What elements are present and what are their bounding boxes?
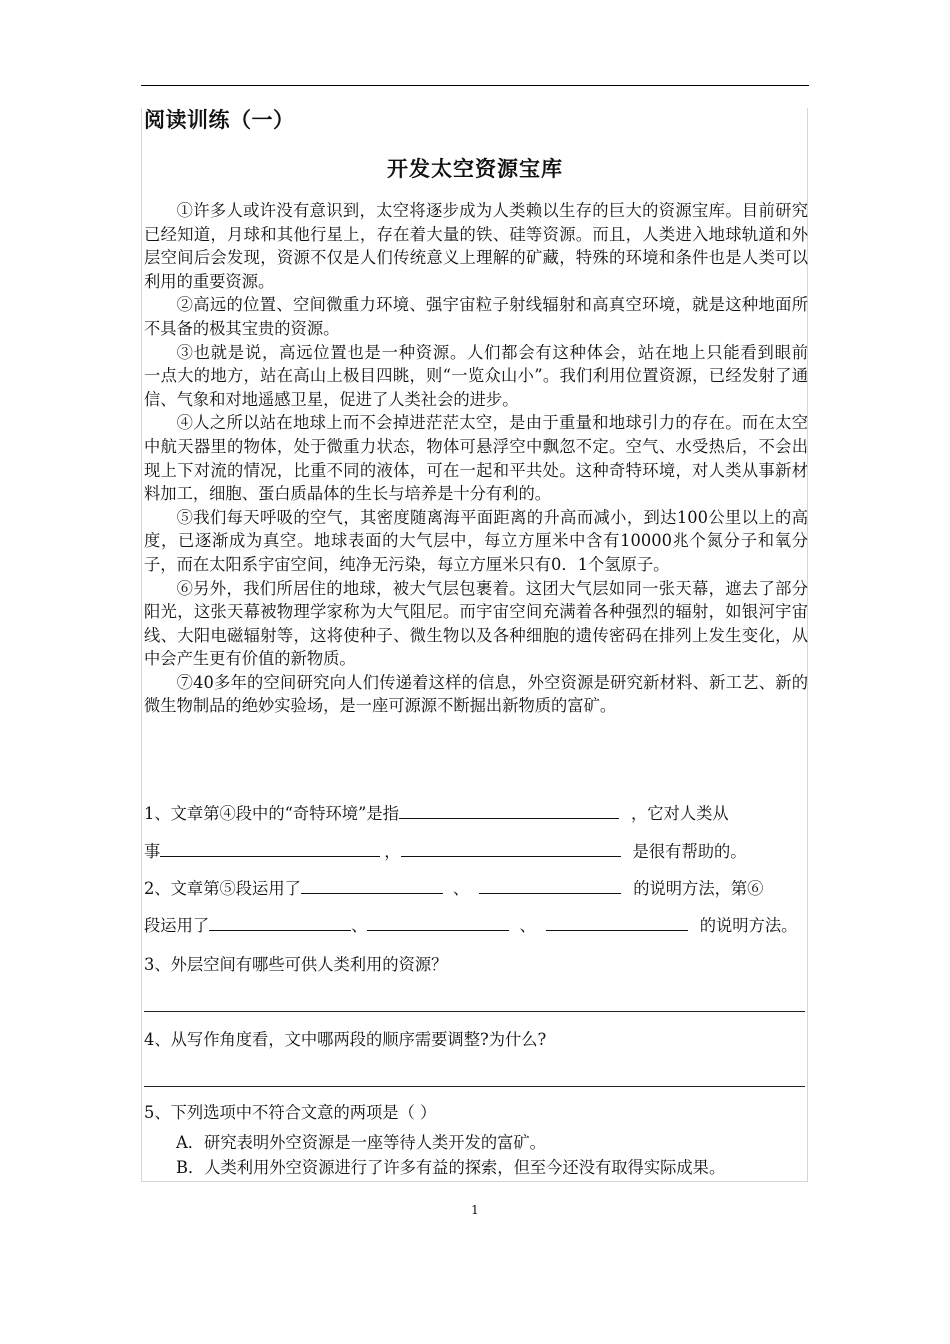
- option-a[interactable]: A．研究表明外空资源是一座等待人类开发的富矿。: [176, 1133, 546, 1152]
- option-b[interactable]: B．人类利用外空资源进行了许多有益的探索，但至今还没有取得实际成果。: [176, 1158, 726, 1177]
- answer-blank[interactable]: [301, 879, 443, 894]
- answer-blank[interactable]: [546, 916, 688, 931]
- answer-blank[interactable]: [401, 842, 621, 857]
- question-2-line-1: 2、文章第⑤段运用了 、 的说明方法，第⑥: [144, 879, 764, 898]
- paragraph-1: ①许多人或许没有意识到，太空将逐步成为人类赖以生存的巨大的资源宝库。目前研究已经知道，月球和其他行星上，存在着大量的铁、硅等资源。而且，人类进入地球轨道和外层空间后会发现，资源不仅是人们传统意义上理解的矿藏，特殊的环境和条件也是人类可以利用的重要资源。: [144, 201, 808, 291]
- paragraph-4: ④人之所以站在地球上而不会掉进茫茫太空，是由于重量和地球引力的存在。而在太空中航天器里的物体，处于微重力状态，物体可悬浮空中飘忽不定。空气、水受热后，不会出现上下对流的情况，比重不同的液体，可在一起和平共处。这种奇特环境，对人类从事新材料加工，细胞、蛋白质晶体的生长与培养是十分有利的。: [144, 413, 808, 504]
- page-title: 阅读训练（一）: [144, 108, 295, 132]
- answer-blank[interactable]: [209, 916, 351, 931]
- paragraph-6: ⑥另外，我们所居住的地球，被大气层包裹着。这团大气层如同一张天幕，遮去了部分阳光，这张天幕被物理学家称为大气阻尼。而宇宙空间充满着各种强烈的辐射，如银河宇宙线、大阳电磁辐射等，这将使种子、微生物以及各种细胞的遗传密码在排列上发生变化，从中会产生更有价值的新物质。: [144, 578, 808, 669]
- answer-blank[interactable]: [367, 916, 509, 931]
- answer-blank[interactable]: [479, 879, 621, 894]
- article-title: 开发太空资源宝库: [387, 157, 563, 181]
- header-rule: [141, 85, 809, 86]
- paragraph-5: ⑤我们每天呼吸的空气，其密度随离海平面距离的升高而减小，到达100公里以上的高度，已逐渐成为真空。地球表面的大气层中，每立方厘米中含有10000兆个氮分子和氧分子，而在太阳系宇宙空间，纯净无污染，每立方厘米只有0．1个氢原子。: [144, 507, 808, 574]
- question-1-line-2: 事 ， 是很有帮助的。: [144, 842, 747, 861]
- question-4: 4、从写作角度看，文中哪两段的顺序需要调整?为什么?: [144, 1030, 547, 1049]
- question-3: 3、外层空间有哪些可供人类利用的资源？: [144, 955, 448, 974]
- paragraph-2: ②高远的位置、空间微重力环境、强宇宙粒子射线辐射和高真空环境，就是这种地面所不具备的极其宝贵的资源。: [144, 295, 808, 338]
- paragraph-3: ③也就是说，高远位置也是一种资源。人们都会有这种体会，站在地上只能看到眼前 一点大的地方，站在高山上极目四眺，则“一览众山小”。我们利用位置资源，已经发射了通信、气象和对地遥感卫星，促进了人类社会的进步。: [144, 342, 841, 409]
- answer-blank[interactable]: [399, 804, 619, 819]
- paragraph-7: ⑦40多年的空间研究向人们传递着这样的信息，外空资源是研究新材料、新工艺、新的微生物制品的绝妙实验场，是一座可源源不断掘出新物质的富矿。: [144, 672, 808, 716]
- answer-line-3[interactable]: [144, 1011, 805, 1012]
- question-2-line-2: 段运用了 、 、 的说明方法。: [144, 916, 798, 935]
- answer-line-4[interactable]: [144, 1086, 805, 1087]
- question-5: 5、下列选项中不符合文意的两项是（ ）: [144, 1103, 437, 1122]
- page-number: 1: [471, 1203, 479, 1217]
- answer-blank[interactable]: [160, 842, 380, 857]
- article-body: [144, 199, 841, 718]
- question-1-line-1: 1、文章第④段中的“奇特环境”是指 ，它对人类从: [144, 804, 729, 823]
